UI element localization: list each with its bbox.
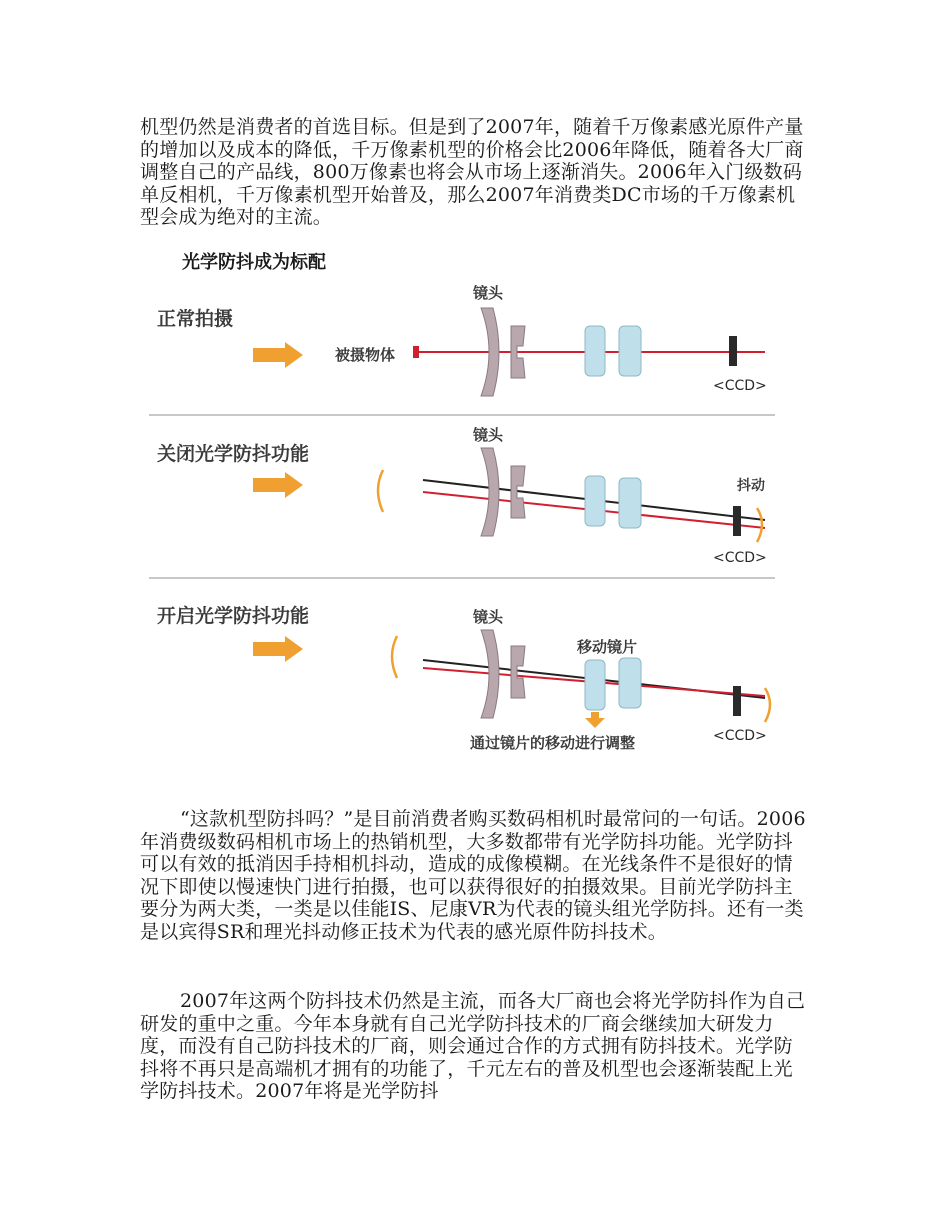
panel-2-lens-label: 镜头	[473, 426, 504, 444]
ccd-sensor-icon	[733, 686, 741, 716]
lens-element-icon	[481, 630, 499, 718]
panel-3-title: 开启光学防抖功能	[157, 605, 310, 627]
shake-arc-icon	[765, 688, 770, 722]
paragraph-intro: 机型仍然是消费者的首选目标。但是到了2007年，随着千万像素感光原件产量的增加以及成本的降低，千万像素机型的价格会比2006年降低，随着各大厂商调整自己的产品线，800万像素也将会从市场上逐渐消失。2006年入门级数码单反相机，千万像素机型开始普及，那么2007年消费类DC市场的千万像素机型会成为绝对的主流。	[140, 116, 804, 228]
paragraph-2007-trend: 2007年这两个防抖技术仍然是主流，而各大厂商也会将光学防抖作为自己研发的重中之重。今年本身就有自己光学防抖技术的厂商会继续加大研发力度，而没有自己防抖技术的厂商，则会通过合作的方式拥有防抖技术。光学防抖将不再只是高端机才拥有的功能了，千元左右的普及机型也会逐渐装配上光学防抖技术。2007年将是光学防抖	[140, 990, 806, 1102]
panel-2-title: 关闭光学防抖功能	[157, 443, 310, 465]
down-arrow-icon	[585, 712, 605, 728]
panel-stabilization-on	[157, 604, 770, 752]
panel-2-ccd-label: <CCD>	[713, 550, 767, 566]
lens-element-icon	[481, 448, 499, 536]
panel-1-title: 正常拍摄	[157, 308, 234, 330]
arrow-icon	[253, 472, 303, 498]
lens-element-icon	[585, 476, 605, 526]
panel-normal-shooting	[157, 284, 767, 396]
section-heading: 光学防抖成为标配	[182, 252, 326, 273]
lens-element-icon	[619, 658, 641, 708]
lens-element-icon	[619, 478, 641, 528]
ccd-sensor-icon	[733, 506, 741, 536]
panel-3-lens-label: 镜头	[473, 608, 504, 626]
shake-arc-icon	[392, 636, 397, 678]
moving-lens-element-icon	[585, 660, 605, 710]
lens-element-icon	[585, 326, 605, 376]
subject-label: 被摄物体	[335, 346, 396, 364]
adjust-label: 通过镜片的移动进行调整	[470, 734, 636, 752]
arrow-icon	[253, 636, 303, 662]
stabilization-diagram	[145, 280, 815, 770]
paragraph-stabilization-question: “这款机型防抖吗？”是目前消费者购买数码相机时最常问的一句话。2006年消费级数码相机市场上的热销机型，大多数都带有光学防抖功能。光学防抖可以有效的抵消因手持相机抖动，造成的成像模糊。在光线条件不是很好的情况下即使以慢速快门进行拍摄，也可以获得很好的拍摄效果。目前光学防抖主要分为两大类，一类是以佳能IS、尼康VR为代表的镜头组光学防抖。还有一类是以宾得SR和理光抖动修正技术为代表的感光原件防抖技术。	[140, 808, 806, 943]
shake-arc-icon	[378, 470, 383, 512]
panel-3-ccd-label: <CCD>	[713, 728, 767, 744]
subject-marker	[413, 346, 419, 358]
lens-element-icon	[619, 326, 641, 376]
panel-1-lens-label: 镜头	[473, 284, 504, 302]
arrow-icon	[253, 342, 303, 368]
ccd-sensor-icon	[729, 336, 737, 366]
panel-stabilization-off	[157, 426, 767, 566]
shake-label: 抖动	[737, 478, 765, 494]
panel-1-ccd-label: <CCD>	[713, 378, 767, 394]
moving-lens-label: 移动镜片	[577, 638, 638, 656]
shake-arc-icon	[757, 508, 762, 542]
